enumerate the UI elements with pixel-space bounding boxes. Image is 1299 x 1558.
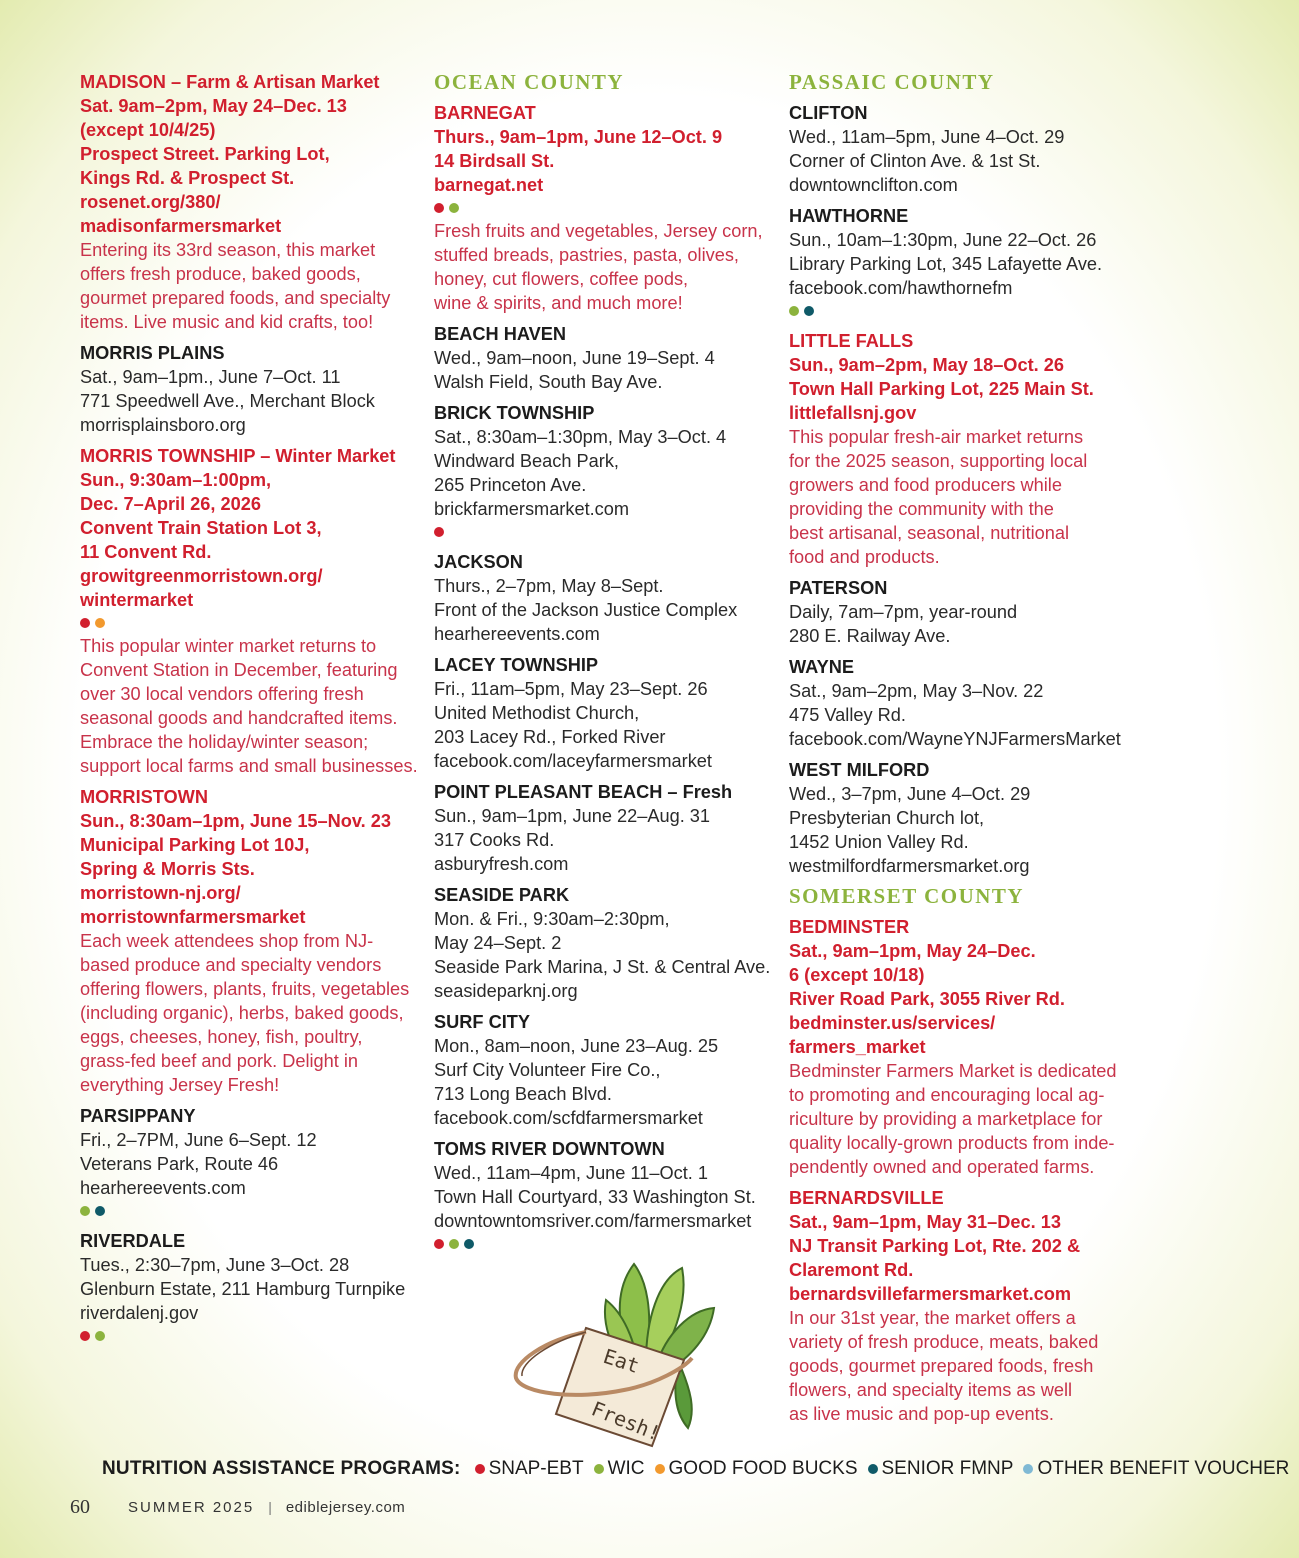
market-detail: Wed., 3–7pm, June 4–Oct. 29 (789, 784, 1031, 804)
market-description: providing the community with the (789, 499, 1054, 519)
market-description: growers and food producers while (789, 475, 1062, 495)
market-detail: facebook.com/hawthornefm (789, 278, 1013, 298)
market-detail: bernardsvillefarmersmarket.com (789, 1284, 1072, 1304)
market-listing (434, 401, 779, 543)
market-listing (80, 1229, 425, 1347)
market-detail: Mon. & Fri., 9:30am–2:30pm, (434, 909, 670, 929)
market-name: RIVERDALE (80, 1231, 186, 1251)
legend-dot-light_blue (1023, 1464, 1033, 1474)
market-detail: littlefallsnj.gov (789, 403, 917, 423)
market-listing (80, 341, 425, 437)
market-detail: Fri., 2–7PM, June 6–Sept. 12 (80, 1130, 317, 1150)
market-description: gourmet prepared foods, and specialty (80, 288, 391, 308)
market-detail: Windward Beach Park, (434, 451, 619, 471)
market-detail: 475 Valley Rd. (789, 705, 906, 725)
market-description: grass-fed beef and pork. Delight in (80, 1051, 359, 1071)
market-detail: Glenburn Estate, 211 Hamburg Turnpike (80, 1279, 406, 1299)
market-description: goods, gourmet prepared foods, fresh (789, 1356, 1094, 1376)
market-detail: Wed., 11am–4pm, June 11–Oct. 1 (434, 1163, 708, 1183)
market-description: Each week attendees shop from NJ- (80, 931, 374, 951)
market-detail: Town Hall Courtyard, 33 Washington St. (434, 1187, 756, 1207)
market-detail: United Methodist Church, (434, 703, 640, 723)
program-dot-green (789, 306, 799, 316)
market-description: stuffed breads, pastries, pasta, olives, (434, 245, 739, 265)
market-detail: Prospect Street. Parking Lot, (80, 144, 330, 164)
market-detail: Wed., 9am–noon, June 19–Sept. 4 (434, 348, 715, 368)
market-detail: Wed., 11am–5pm, June 4–Oct. 29 (789, 127, 1065, 147)
market-listing (789, 101, 1149, 197)
program-dots (434, 521, 779, 543)
market-detail: Claremont Rd. (789, 1260, 914, 1280)
market-description: over 30 local vendors offering fresh (80, 684, 364, 704)
market-detail: Sun., 8:30am–1pm, June 15–Nov. 23 (80, 811, 392, 831)
page-number: 60 (70, 1495, 90, 1518)
program-dots (789, 300, 1149, 322)
market-listing (434, 883, 779, 1003)
market-description: for the 2025 season, supporting local (789, 451, 1088, 471)
legend-items (475, 1458, 1299, 1480)
market-detail: 317 Cooks Rd. (434, 830, 555, 850)
market-detail: Sat. 9am–2pm, May 24–Dec. 13 (80, 96, 347, 116)
market-name: MORRIS TOWNSHIP – Winter Market (80, 446, 396, 466)
market-detail: riverdalenj.gov (80, 1303, 199, 1323)
market-listing (789, 758, 1149, 878)
market-detail: asburyfresh.com (434, 854, 569, 874)
county-heading: SOMERSET COUNTY (789, 884, 1025, 908)
market-listing (434, 1010, 779, 1130)
legend-item (868, 1458, 1014, 1480)
market-name: JACKSON (434, 552, 523, 572)
market-detail: Town Hall Parking Lot, 225 Main St. (789, 379, 1094, 399)
program-dot-teal (804, 306, 814, 316)
market-name: BEDMINSTER (789, 917, 910, 937)
market-listing (789, 655, 1149, 751)
market-description: offering flowers, plants, fruits, vegetables (80, 979, 410, 999)
program-dots (80, 1325, 425, 1347)
market-detail: Seaside Park Marina, J St. & Central Ave. (434, 957, 771, 977)
market-description: Entering its 33rd season, this market (80, 240, 376, 260)
market-detail: 280 E. Railway Ave. (789, 626, 951, 646)
market-detail: Municipal Parking Lot 10J, (80, 835, 310, 855)
market-detail: facebook.com/scfdfarmersmarket (434, 1108, 703, 1128)
market-detail: Fri., 11am–5pm, May 23–Sept. 26 (434, 679, 708, 699)
market-description: honey, cut flowers, coffee pods, (434, 269, 689, 289)
program-dot-green (449, 1239, 459, 1249)
county-heading: OCEAN COUNTY (434, 70, 625, 94)
legend-label: SENIOR FMNP (881, 1458, 1014, 1479)
column-2 (434, 70, 779, 1255)
program-dot-teal (95, 1206, 105, 1216)
market-listing (434, 101, 779, 315)
market-detail: barnegat.net (434, 175, 544, 195)
market-detail: Walsh Field, South Bay Ave. (434, 372, 663, 392)
site-url: ediblejersey.com (285, 1498, 406, 1516)
market-name: BEACH HAVEN (434, 324, 567, 344)
market-detail: Sun., 10am–1:30pm, June 22–Oct. 26 (789, 230, 1097, 250)
market-detail: 265 Princeton Ave. (434, 475, 587, 495)
market-detail: Sun., 9:30am–1:00pm, (80, 470, 272, 490)
market-description: riculture by providing a marketplace for (789, 1109, 1103, 1129)
legend-item (655, 1458, 858, 1480)
legend-label: SNAP-EBT (488, 1458, 584, 1479)
legend-dot-green (594, 1464, 604, 1474)
legend-dot-teal (868, 1464, 878, 1474)
market-detail: Tues., 2:30–7pm, June 3–Oct. 28 (80, 1255, 350, 1275)
legend-title: NUTRITION ASSISTANCE PROGRAMS: (102, 1458, 461, 1479)
market-name: BERNARDSVILLE (789, 1188, 944, 1208)
market-detail: rosenet.org/380/ (80, 192, 221, 212)
market-description: to promoting and encouraging local ag- (789, 1085, 1105, 1105)
page-footer (70, 1495, 405, 1519)
program-dot-red (434, 203, 444, 213)
illustration-text-fresh: Fresh! (588, 1396, 665, 1446)
illustration-text-eat: Eat (600, 1343, 643, 1378)
market-detail: Presbyterian Church lot, (789, 808, 985, 828)
market-detail: Kings Rd. & Prospect St. (80, 168, 295, 188)
market-detail: Convent Train Station Lot 3, (80, 518, 322, 538)
eat-fresh-bag-illustration (506, 1250, 736, 1450)
market-name: BRICK TOWNSHIP (434, 403, 595, 423)
market-detail: Surf City Volunteer Fire Co., (434, 1060, 661, 1080)
market-detail: facebook.com/laceyfarmersmarket (434, 751, 712, 771)
market-detail: 771 Speedwell Ave., Merchant Block (80, 391, 375, 411)
market-description: Bedminster Farmers Market is dedicated (789, 1061, 1117, 1081)
market-name: SEASIDE PARK (434, 885, 570, 905)
market-listing (434, 322, 779, 394)
market-listing (80, 70, 425, 334)
footer-separator: | (268, 1499, 272, 1515)
market-detail: wintermarket (80, 590, 194, 610)
market-detail: morristownfarmersmarket (80, 907, 306, 927)
program-dot-teal (464, 1239, 474, 1249)
market-name: HAWTHORNE (789, 206, 909, 226)
market-detail: hearhereevents.com (80, 1178, 246, 1198)
legend-item (475, 1458, 584, 1480)
market-detail: Dec. 7–April 26, 2026 (80, 494, 261, 514)
market-detail: Thurs., 9am–1pm, June 12–Oct. 9 (434, 127, 723, 147)
market-detail: hearhereevents.com (434, 624, 600, 644)
market-description: offers fresh produce, baked goods, (80, 264, 361, 284)
nutrition-legend (102, 1456, 1299, 1482)
market-description: food and products. (789, 547, 940, 567)
program-dot-red (434, 1239, 444, 1249)
market-name: MORRIS PLAINS (80, 343, 225, 363)
program-dots (80, 612, 425, 634)
issue-label: SUMMER 2025 (128, 1498, 255, 1516)
market-description: based produce and specialty vendors (80, 955, 382, 975)
market-description: variety of fresh produce, meats, baked (789, 1332, 1099, 1352)
market-listing (789, 915, 1149, 1179)
legend-dot-orange (655, 1464, 665, 1474)
market-detail: Sun., 9am–2pm, May 18–Oct. 26 (789, 355, 1064, 375)
market-name: BARNEGAT (434, 103, 536, 123)
market-description: support local farms and small businesses. (80, 756, 418, 776)
market-detail: 11 Convent Rd. (80, 542, 212, 562)
market-listing (80, 1104, 425, 1222)
market-name: SURF CITY (434, 1012, 530, 1032)
market-listing (434, 780, 779, 876)
market-name: WAYNE (789, 657, 855, 677)
market-detail: 203 Lacey Rd., Forked River (434, 727, 666, 747)
market-detail: Sat., 8:30am–1:30pm, May 3–Oct. 4 (434, 427, 727, 447)
market-detail: (except 10/4/25) (80, 120, 216, 140)
market-listing (789, 1186, 1149, 1426)
program-dot-green (449, 203, 459, 213)
market-detail: Sun., 9am–1pm, June 22–Aug. 31 (434, 806, 711, 826)
market-detail: Sat., 9am–1pm, May 31–Dec. 13 (789, 1212, 1061, 1232)
market-detail: May 24–Sept. 2 (434, 933, 562, 953)
market-detail: Spring & Morris Sts. (80, 859, 255, 879)
market-description: as live music and pop-up events. (789, 1404, 1054, 1424)
program-dots (434, 197, 779, 219)
market-listing (789, 329, 1149, 569)
market-listing (789, 576, 1149, 648)
market-description: (including organic), herbs, baked goods, (80, 1003, 404, 1023)
market-detail: growitgreenmorristown.org/ (80, 566, 323, 586)
market-description: This popular fresh-air market returns (789, 427, 1084, 447)
market-detail: bedminster.us/services/ (789, 1013, 996, 1033)
market-description: best artisanal, seasonal, nutritional (789, 523, 1070, 543)
market-description: flowers, and specialty items as well (789, 1380, 1073, 1400)
market-description: Embrace the holiday/winter season; (80, 732, 369, 752)
program-dot-orange (95, 618, 105, 628)
market-detail: morrisplainsboro.org (80, 415, 246, 435)
legend-label: OTHER BENEFIT VOUCHER (1037, 1458, 1290, 1479)
market-listing (80, 444, 425, 778)
market-name: WEST MILFORD (789, 760, 930, 780)
market-detail: Sat., 9am–2pm, May 3–Nov. 22 (789, 681, 1044, 701)
market-detail: Sat., 9am–1pm, May 24–Dec. (789, 941, 1036, 961)
market-detail: Daily, 7am–7pm, year-round (789, 602, 1018, 622)
market-description: wine & spirits, and much more! (434, 293, 683, 313)
market-listing (434, 550, 779, 646)
legend-dot-red (475, 1464, 485, 1474)
market-detail: Sat., 9am–1pm., June 7–Oct. 11 (80, 367, 341, 387)
program-dot-red (80, 1331, 90, 1341)
market-detail: Front of the Jackson Justice Complex (434, 600, 738, 620)
program-dots (80, 1200, 425, 1222)
market-description: items. Live music and kid crafts, too! (80, 312, 374, 332)
market-detail: Library Parking Lot, 345 Lafayette Ave. (789, 254, 1103, 274)
county-heading: PASSAIC COUNTY (789, 70, 995, 94)
program-dot-red (434, 527, 444, 537)
market-detail: morristown-nj.org/ (80, 883, 241, 903)
market-detail: downtowntomsriver.com/farmersmarket (434, 1211, 752, 1231)
market-name: PARSIPPANY (80, 1106, 196, 1126)
market-detail: brickfarmersmarket.com (434, 499, 630, 519)
market-description: quality locally-grown products from inde- (789, 1133, 1115, 1153)
market-detail: farmers_market (789, 1037, 926, 1057)
market-name: LITTLE FALLS (789, 331, 914, 351)
market-detail: Thurs., 2–7pm, May 8–Sept. (434, 576, 664, 596)
market-listing (434, 1137, 779, 1255)
column-1 (80, 70, 425, 1347)
program-dot-green (80, 1206, 90, 1216)
market-name: LACEY TOWNSHIP (434, 655, 599, 675)
market-name: TOMS RIVER DOWNTOWN (434, 1139, 665, 1159)
market-description: eggs, cheeses, honey, fish, poultry, (80, 1027, 363, 1047)
market-listing (80, 785, 425, 1097)
market-detail: 6 (except 10/18) (789, 965, 925, 985)
market-description: pendently owned and operated farms. (789, 1157, 1095, 1177)
market-description: Fresh fruits and vegetables, Jersey corn, (434, 221, 763, 241)
market-name: MORRISTOWN (80, 787, 208, 807)
market-description: This popular winter market returns to (80, 636, 377, 656)
market-detail: madisonfarmersmarket (80, 216, 282, 236)
market-listing (789, 204, 1149, 322)
market-name: CLIFTON (789, 103, 868, 123)
column-3 (789, 70, 1149, 1426)
legend-label: WIC (607, 1458, 645, 1479)
legend-label: GOOD FOOD BUCKS (668, 1458, 858, 1479)
legend-item (1023, 1458, 1289, 1480)
market-detail: 713 Long Beach Blvd. (434, 1084, 612, 1104)
market-detail: 1452 Union Valley Rd. (789, 832, 969, 852)
market-description: everything Jersey Fresh! (80, 1075, 280, 1095)
legend-item (594, 1458, 645, 1480)
market-detail: NJ Transit Parking Lot, Rte. 202 & (789, 1236, 1081, 1256)
market-detail: Veterans Park, Route 46 (80, 1154, 279, 1174)
market-detail: Mon., 8am–noon, June 23–Aug. 25 (434, 1036, 719, 1056)
program-dot-green (95, 1331, 105, 1341)
market-name: PATERSON (789, 578, 888, 598)
market-detail: seasideparknj.org (434, 981, 578, 1001)
market-name: MADISON – Farm & Artisan Market (80, 72, 380, 92)
market-name: POINT PLEASANT BEACH – Fresh (434, 782, 733, 802)
market-detail: 14 Birdsall St. (434, 151, 555, 171)
market-detail: westmilfordfarmersmarket.org (789, 856, 1030, 876)
market-detail: facebook.com/WayneYNJFarmersMarket (789, 729, 1121, 749)
market-detail: River Road Park, 3055 River Rd. (789, 989, 1065, 1009)
market-description: seasonal goods and handcrafted items. (80, 708, 398, 728)
market-description: Convent Station in December, featuring (80, 660, 398, 680)
program-dot-red (80, 618, 90, 628)
market-description: In our 31st year, the market offers a (789, 1308, 1076, 1328)
market-detail: Corner of Clinton Ave. & 1st St. (789, 151, 1041, 171)
market-listing (434, 653, 779, 773)
market-detail: downtownclifton.com (789, 175, 958, 195)
